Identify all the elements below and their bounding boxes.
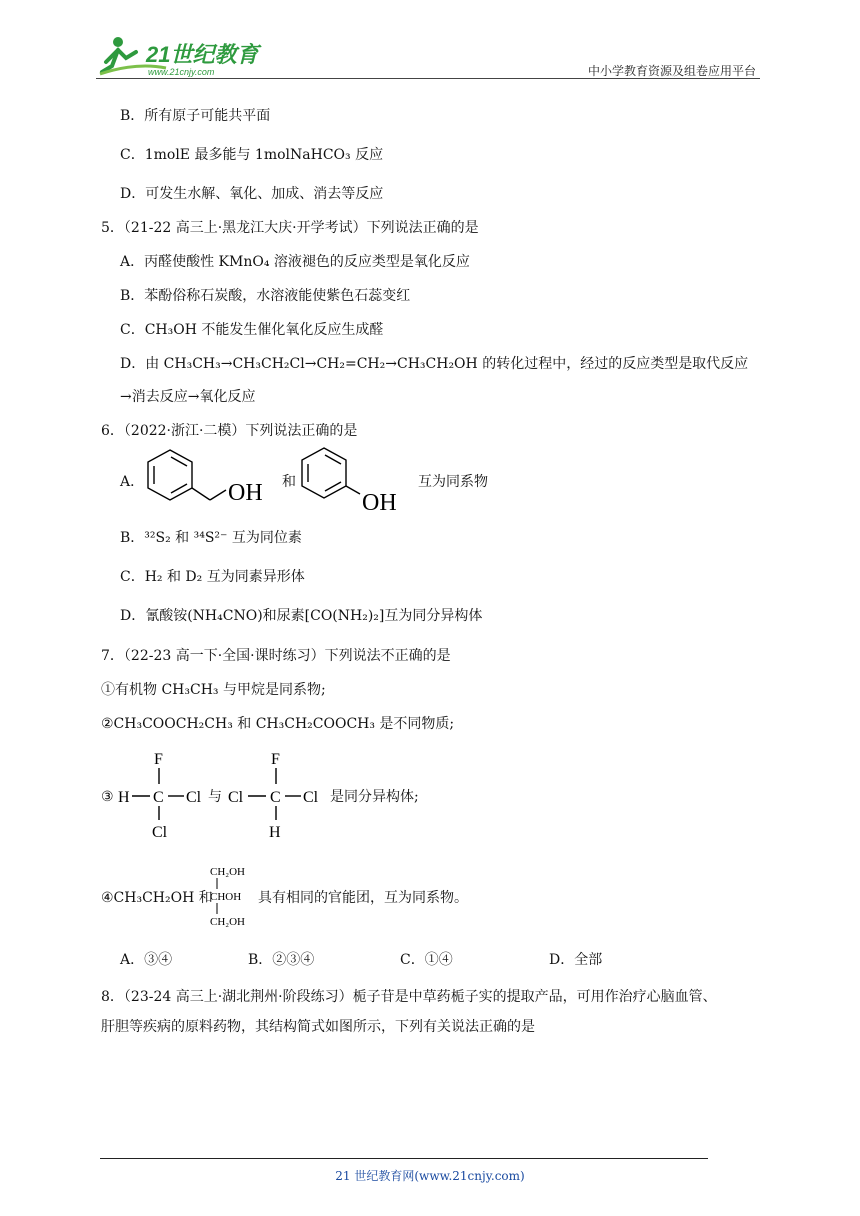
molecule-1-structure: [116, 748, 212, 844]
q7-statement-3-tail: 是同分异构体;: [330, 789, 419, 805]
atom-f-1: F: [154, 751, 163, 768]
q5-stem: 5．（21-22 高三上·黑龙江大庆·开学考试）下列说法正确的是: [101, 220, 479, 236]
q8-stem-line2: 肝胆等疾病的原料药物，其结构简式如图所示，下列有关说法正确的是: [101, 1019, 535, 1035]
atom-c-1: C: [153, 789, 164, 806]
q6-option-d: D．氰酸铵(NH₄CNO)和尿素[CO(NH₂)₂]互为同分异构体: [120, 608, 483, 624]
q4-option-b: B．所有原子可能共平面: [120, 108, 271, 124]
q6-option-b: B．³²S₂ 和 ³⁴S²⁻ 互为同位素: [120, 530, 302, 546]
q5-option-d-line1: D．由 CH₃CH₃→CH₃CH₂Cl→CH₂=CH₂→CH₃CH₂OH 的转化过程中，经过的反应类型是取代反应: [120, 356, 749, 372]
header-divider: [96, 78, 760, 79]
glycerol-line-3: CH₂OH: [210, 916, 246, 928]
logo-text: 21世纪教育: [146, 42, 259, 67]
atom-f-2: F: [271, 751, 280, 768]
q7-option-b: B．②③④: [248, 952, 315, 968]
atom-h-1: H: [118, 789, 130, 806]
q8-stem-line1: 8．（23-24 高三上·湖北荆州·阶段练习）栀子苷是中草药栀子实的提取产品，可用作治疗心脑血管、: [101, 989, 717, 1005]
q6-option-a-and: 和: [282, 474, 296, 490]
q6-stem: 6．（2022·浙江·二模）下列说法正确的是: [101, 423, 358, 439]
site-logo: [96, 32, 266, 82]
q6-option-c: C．H₂ 和 D₂ 互为同素异形体: [120, 569, 305, 585]
q7-statement-3-and: 与: [208, 789, 222, 805]
glycerol-line-1: CH₂OH: [210, 866, 246, 878]
oh-label-1: OH: [228, 480, 263, 506]
atom-cl-1b: Cl: [152, 824, 168, 841]
molecule-2-structure: [226, 748, 328, 844]
atom-cl-2a: Cl: [228, 789, 244, 806]
q4-option-c: C．1molE 最多能与 1molNaHCO₃ 反应: [120, 147, 384, 163]
phenol-structure: [296, 446, 411, 518]
q7-statement-4-tail: 具有相同的官能团，互为同系物。: [258, 890, 468, 906]
q5-option-b: B．苯酚俗称石炭酸，水溶液能使紫色石蕊变红: [120, 288, 411, 304]
q4-option-d: D．可发生水解、氧化、加成、消去等反应: [120, 186, 384, 202]
benzyl-alcohol-structure: [140, 446, 270, 510]
q7-statement-1: ①有机物 CH₃CH₃ 与甲烷是同系物;: [101, 682, 326, 698]
q7-option-c: C．①④: [400, 952, 453, 968]
atom-c-2: C: [270, 789, 281, 806]
atom-cl-1a: Cl: [186, 789, 202, 806]
q6-option-a-tail: 互为同系物: [418, 474, 488, 490]
q7-option-a: A．③④: [120, 952, 173, 968]
q5-option-d-line2: →消去反应→氧化反应: [120, 389, 256, 405]
q7-statement-2: ②CH₃COOCH₂CH₃ 和 CH₃CH₂COOCH₃ 是不同物质;: [101, 716, 455, 732]
q7-statement-3-label: ③: [101, 789, 114, 805]
atom-cl-2b: Cl: [303, 789, 319, 806]
q5-option-a: A．丙醛使酸性 KMnO₄ 溶液褪色的反应类型是氧化反应: [120, 254, 470, 270]
logo-url: www.21cnjy.com: [148, 67, 215, 77]
q7-stem: 7．（22-23 高一下·全国·课时练习）下列说法不正确的是: [101, 648, 451, 664]
q5-option-c: C．CH₃OH 不能发生催化氧化反应生成醛: [120, 322, 384, 338]
footer-divider: [100, 1158, 708, 1159]
glycerol-structure: [208, 862, 258, 932]
q7-option-d: D．全部: [549, 952, 603, 968]
oh-label-2: OH: [362, 490, 397, 516]
glycerol-line-2: CHOH: [210, 891, 242, 903]
footer-link[interactable]: 21 世纪教育网(www.21cnjy.com): [335, 1169, 525, 1183]
q6-option-a-label: A．: [120, 474, 145, 490]
header-platform-text: 中小学教育资源及组卷应用平台: [587, 64, 756, 78]
atom-h-2: H: [269, 824, 281, 841]
q7-statement-4-label: ④CH₃CH₂OH 和: [101, 890, 213, 906]
